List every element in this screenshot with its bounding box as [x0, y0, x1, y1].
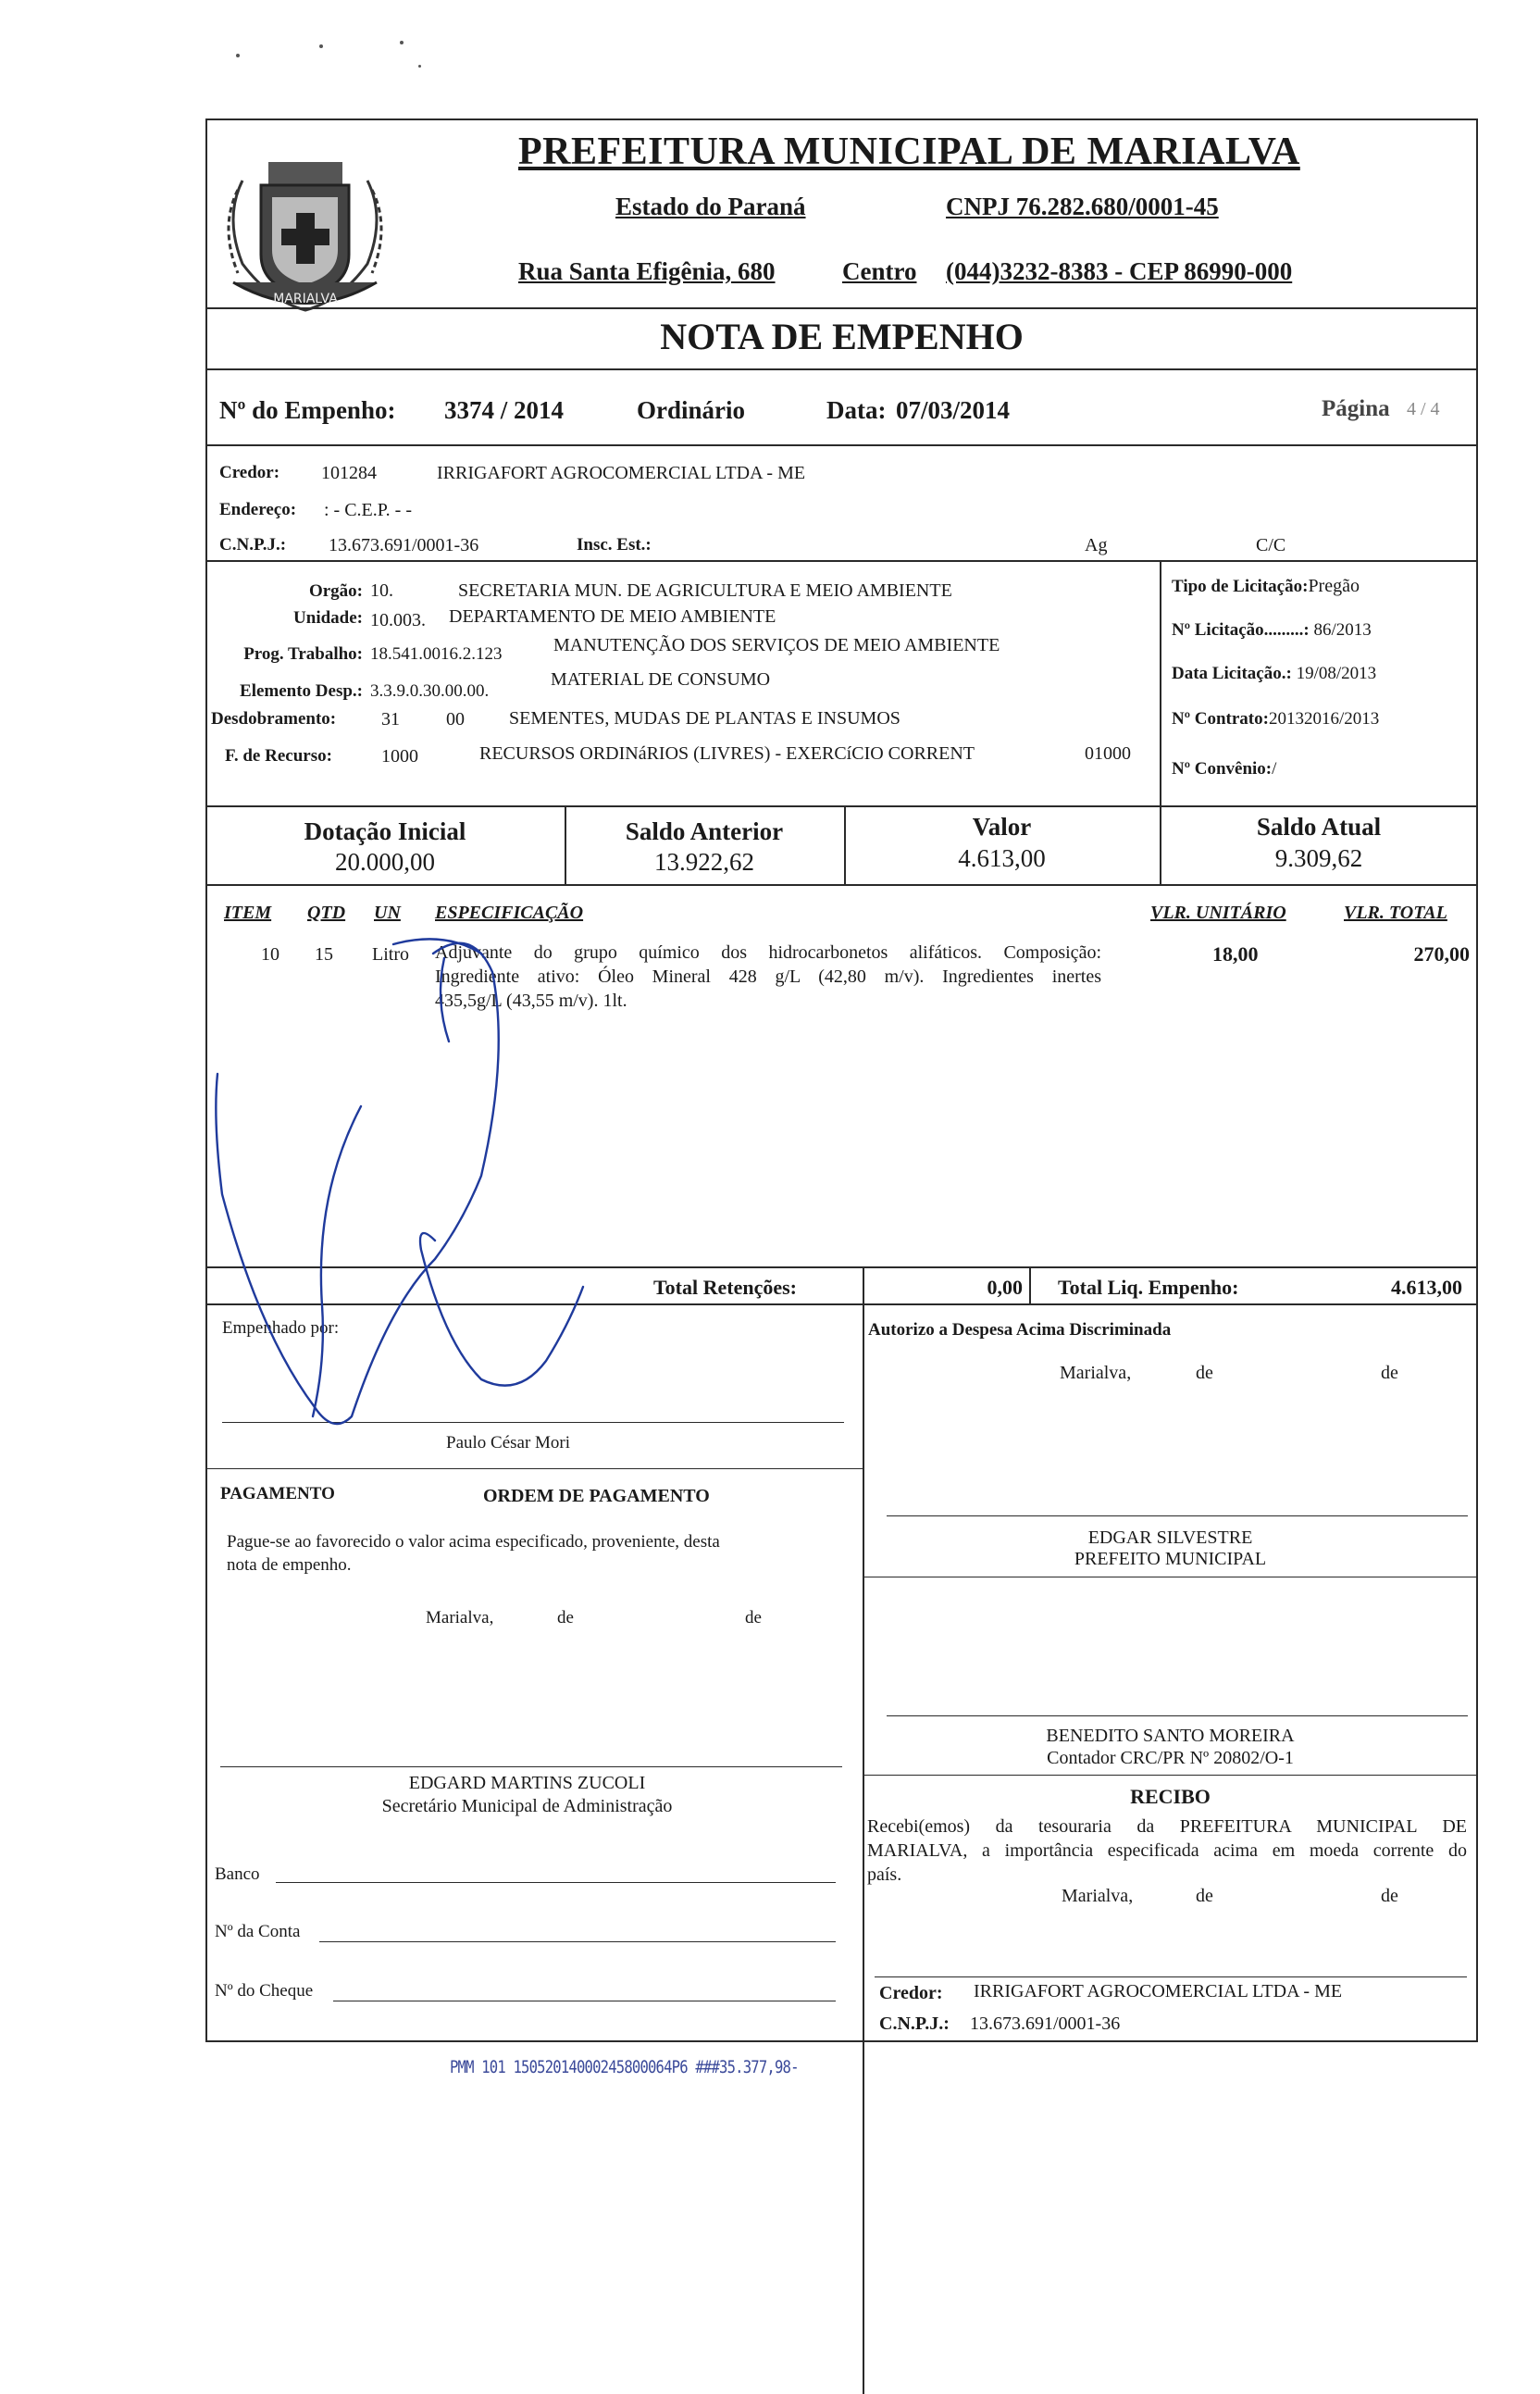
- credor-cnpj: 13.673.691/0001-36: [329, 535, 479, 555]
- orgao-label: Orgão:: [308, 581, 363, 601]
- contador-title: Contador CRC/PR Nº 20802/O-1: [1047, 1748, 1294, 1768]
- cheque-label: Nº do Cheque: [215, 1981, 314, 2001]
- page-number: 4 / 4: [1407, 399, 1440, 419]
- unidade-code: 10.003.: [370, 610, 426, 630]
- empenho-date: 07/03/2014: [896, 396, 1011, 424]
- cc-label: C/C: [1256, 535, 1286, 555]
- tipo-licitacao-label: Tipo de Licitação:: [1172, 577, 1309, 596]
- valor-label: Valor: [972, 813, 1032, 841]
- orgao-code: 10.: [370, 580, 393, 601]
- recibo-text-line3: país.: [867, 1864, 902, 1885]
- ordem-pagamento-label: ORDEM DE PAGAMENTO: [483, 1486, 710, 1506]
- page-label: Página: [1322, 396, 1390, 421]
- col-especificacao: ESPECIFICAÇÃO: [435, 903, 584, 923]
- contrato-number: 20132016/2013: [1268, 709, 1380, 729]
- conta-label: Nº da Conta: [215, 1922, 301, 1941]
- recibo-title: RECIBO: [1130, 1785, 1211, 1808]
- recurso-code2: 01000: [1085, 743, 1131, 764]
- desdobramento-code2: 00: [446, 709, 465, 729]
- total-retencoes-label: Total Retenções:: [653, 1276, 797, 1299]
- convenio-label: Nº Convênio:: [1172, 759, 1273, 779]
- pagamento-text-line1: Pague-se ao favorecido o valor acima especificado, proveniente, desta: [227, 1532, 720, 1552]
- credor-address: : - C.E.P. - -: [324, 500, 412, 520]
- unidade-label: Unidade:: [293, 608, 363, 628]
- recibo-de1: de: [1196, 1886, 1213, 1906]
- cnpj-header: CNPJ 76.282.680/0001-45: [946, 193, 1219, 220]
- item-total-value: 270,00: [1413, 942, 1470, 966]
- item-spec-line1: Adjuvante do grupo químico dos hidrocarbonetos alifáticos. Composição:: [435, 942, 1101, 963]
- prog-trabalho-code: 18.541.0016.2.123: [370, 644, 503, 664]
- footer-code: PMM 101 15052014000245800064P6 ###35.377,98-: [450, 2057, 799, 2077]
- total-liquido-value: 4.613,00: [1391, 1276, 1462, 1299]
- recibo-credor-label: Credor:: [879, 1983, 943, 2003]
- phone-cep: (044)3232-8383 - CEP 86990-000: [946, 257, 1293, 285]
- col-un: UN: [374, 903, 401, 923]
- elemento-name: MATERIAL DE CONSUMO: [551, 669, 771, 690]
- empenho-number: 3374 / 2014: [444, 396, 565, 424]
- street-address: Rua Santa Efigênia, 680: [518, 257, 776, 285]
- recibo-text-line2: MARIALVA, a importância especificada acima em moeda corrente do: [867, 1840, 1467, 1861]
- pagamento-de2: de: [745, 1608, 762, 1627]
- desdobramento-label: Desdobramento:: [211, 709, 337, 729]
- item-spec-line2: Ingrediente ativo: Óleo Mineral 428 g/L (42,80 m/v). Ingredientes inertes: [435, 966, 1101, 987]
- total-liquido-label: Total Liq. Empenho:: [1058, 1276, 1239, 1299]
- ag-label: Ag: [1085, 535, 1108, 555]
- date-label: Data:: [826, 396, 887, 424]
- credor-label: Credor:: [219, 463, 280, 482]
- recibo-credor-name: IRRIGAFORT AGROCOMERCIAL LTDA - ME: [974, 1981, 1343, 2001]
- insc-est-label: Insc. Est.:: [577, 535, 652, 555]
- elemento-code: 3.3.9.0.30.00.00.: [370, 681, 490, 701]
- prefeito-title: PREFEITO MUNICIPAL: [1074, 1549, 1267, 1569]
- item-spec-line3: 435,5g/L (43,55 m/v). 1lt.: [435, 991, 627, 1011]
- col-qtd: QTD: [307, 903, 346, 923]
- credor-code: 101284: [321, 463, 377, 483]
- recibo-text-line1: Recebi(emos) da tesouraria da PREFEITURA MUNICIPAL DE: [867, 1816, 1467, 1837]
- data-licitacao-label: Data Licitação.:: [1172, 664, 1292, 683]
- district: Centro: [842, 257, 917, 285]
- saldo-anterior-value: 13.922,62: [654, 848, 754, 876]
- recibo-place: Marialva,: [1062, 1886, 1134, 1906]
- recurso-code: 1000: [381, 746, 418, 767]
- credor-cnpj-label: C.N.P.J.:: [219, 535, 287, 555]
- item-qtd: 15: [315, 944, 333, 965]
- document-title: NOTA DE EMPENHO: [660, 316, 1024, 357]
- scan-speck: [236, 54, 240, 57]
- saldo-anterior-label: Saldo Anterior: [625, 817, 784, 845]
- empenho-number-label: Nº do Empenho:: [219, 396, 396, 424]
- svg-text:MARIALVA: MARIALVA: [273, 292, 338, 306]
- secretario-name: EDGARD MARTINS ZUCOLI: [408, 1773, 646, 1793]
- tipo-licitacao: Pregão: [1308, 576, 1360, 596]
- prefeito-name: EDGAR SILVESTRE: [1087, 1527, 1253, 1548]
- dotacao-value: 20.000,00: [335, 848, 435, 876]
- banco-label: Banco: [215, 1864, 260, 1884]
- desdobramento-code1: 31: [381, 709, 400, 729]
- credor-name: IRRIGAFORT AGROCOMERCIAL LTDA - ME: [437, 463, 806, 483]
- contrato-label: Nº Contrato:: [1172, 709, 1269, 729]
- num-licitacao-label: Nº Licitação.........:: [1172, 620, 1310, 640]
- recibo-cnpj-label: C.N.P.J.:: [879, 2014, 950, 2034]
- scan-speck: [418, 65, 421, 68]
- saldo-atual-value: 9.309,62: [1274, 844, 1363, 872]
- orgao-name: SECRETARIA MUN. DE AGRICULTURA E MEIO AMBIENTE: [458, 580, 952, 601]
- pagamento-de1: de: [557, 1608, 574, 1627]
- unidade-name: DEPARTAMENTO DE MEIO AMBIENTE: [449, 606, 776, 627]
- autorizo-de1: de: [1196, 1363, 1213, 1383]
- col-item: ITEM: [224, 903, 272, 923]
- valor-value: 4.613,00: [958, 844, 1046, 872]
- pagamento-text-line2: nota de empenho.: [227, 1555, 352, 1575]
- secretario-title: Secretário Municipal de Administração: [381, 1796, 673, 1816]
- recibo-de2: de: [1381, 1886, 1398, 1906]
- recurso-label: F. de Recurso:: [225, 746, 332, 766]
- dotacao-label: Dotação Inicial: [304, 817, 466, 845]
- autorizo-label: Autorizo a Despesa Acima Discriminada: [868, 1320, 1172, 1340]
- page-title: PREFEITURA MUNICIPAL DE MARIALVA: [518, 131, 1300, 173]
- elemento-label: Elemento Desp.:: [240, 681, 363, 701]
- pagamento-label: PAGAMENTO: [220, 1484, 335, 1503]
- recurso-name: RECURSOS ORDINáRIOS (LIVRES) - EXERCíCIO CORRENT: [479, 743, 975, 764]
- item-un: Litro: [372, 944, 409, 965]
- item-unit-value: 18,00: [1212, 942, 1259, 966]
- prog-trabalho-label: Prog. Trabalho:: [243, 644, 363, 664]
- autorizo-de2: de: [1381, 1363, 1398, 1383]
- recibo-cnpj: 13.673.691/0001-36: [970, 2014, 1121, 2034]
- handwritten-signature-icon: [204, 916, 611, 1453]
- prog-trabalho-name: MANUTENÇÃO DOS SERVIÇOS DE MEIO AMBIENTE: [553, 635, 1000, 655]
- num-licitacao: 86/2013: [1313, 620, 1372, 640]
- empenho-type: Ordinário: [637, 396, 746, 424]
- autorizo-place: Marialva,: [1060, 1363, 1132, 1383]
- data-licitacao: 19/08/2013: [1296, 664, 1377, 683]
- item-number: 10: [261, 944, 279, 965]
- desdobramento-name: SEMENTES, MUDAS DE PLANTAS E INSUMOS: [509, 708, 900, 729]
- col-vlr-unitario: VLR. UNITÁRIO: [1150, 903, 1286, 923]
- contador-name: BENEDITO SANTO MOREIRA: [1046, 1726, 1295, 1746]
- empenhado-name: Paulo César Mori: [446, 1433, 571, 1453]
- saldo-atual-label: Saldo Atual: [1256, 813, 1382, 841]
- scan-speck: [319, 44, 323, 48]
- empenhado-label: Empenhado por:: [222, 1318, 340, 1338]
- convenio-number: /: [1272, 759, 1277, 779]
- coat-of-arms-icon: [215, 125, 395, 324]
- total-retencoes-value: 0,00: [987, 1276, 1023, 1299]
- col-vlr-total: VLR. TOTAL: [1344, 903, 1447, 923]
- state-label: Estado do Paraná: [615, 193, 806, 220]
- address-label: Endereço:: [219, 500, 297, 519]
- pagamento-place: Marialva,: [426, 1608, 494, 1627]
- scan-speck: [400, 41, 404, 44]
